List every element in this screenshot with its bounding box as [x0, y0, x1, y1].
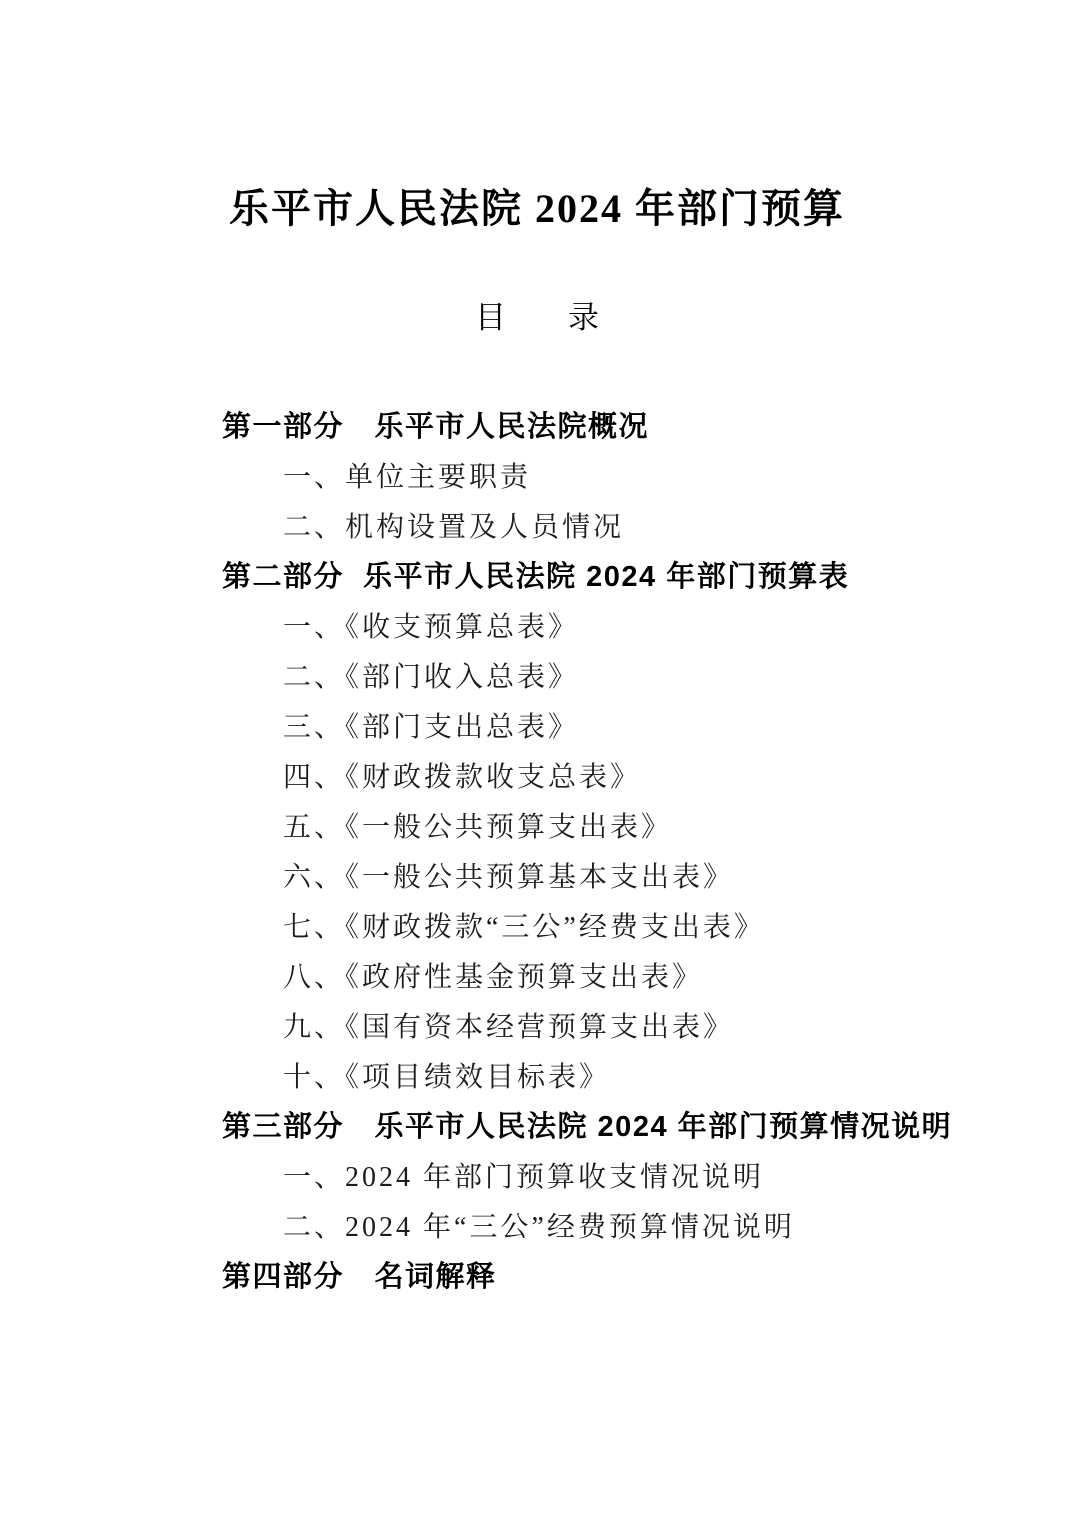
toc-item: 一、单位主要职责: [283, 461, 532, 493]
toc-item: 五、《一般公共预算支出表》: [283, 811, 673, 843]
toc-heading: 目 录: [475, 300, 599, 335]
document-title: 乐平市人民法院 2024 年部门预算: [229, 186, 845, 231]
toc-item: 一、《收支预算总表》: [283, 611, 580, 643]
toc-item: 八、《政府性基金预算支出表》: [283, 961, 704, 993]
toc-item: 七、《财政拨款“三公”经费支出表》: [283, 911, 765, 943]
table-of-contents: [0, 400, 1074, 1300]
toc-item: 一、2024 年部门预算收支情况说明: [283, 1161, 765, 1193]
toc-item: 十、《项目绩效目标表》: [283, 1061, 611, 1093]
toc-section-4-heading: 第四部分 名词解释: [222, 1261, 497, 1294]
toc-item: 九、《国有资本经营预算支出表》: [283, 1011, 735, 1043]
toc-item: 四、《财政拨款收支总表》: [283, 761, 642, 793]
toc-item: 二、2024 年“三公”经费预算情况说明: [283, 1211, 795, 1243]
toc-item: 二、《部门收入总表》: [283, 661, 580, 693]
toc-item: 三、《部门支出总表》: [283, 711, 580, 743]
toc-section-3-heading: 第三部分 乐平市人民法院 2024 年部门预算情况说明: [222, 1111, 953, 1144]
toc-section-1-heading: 第一部分 乐平市人民法院概况: [222, 411, 650, 444]
toc-section-2-heading: 第二部分 乐平市人民法院 2024 年部门预算表: [222, 561, 850, 594]
toc-item: 二、机构设置及人员情况: [283, 511, 625, 543]
toc-item: 六、《一般公共预算基本支出表》: [283, 861, 735, 893]
